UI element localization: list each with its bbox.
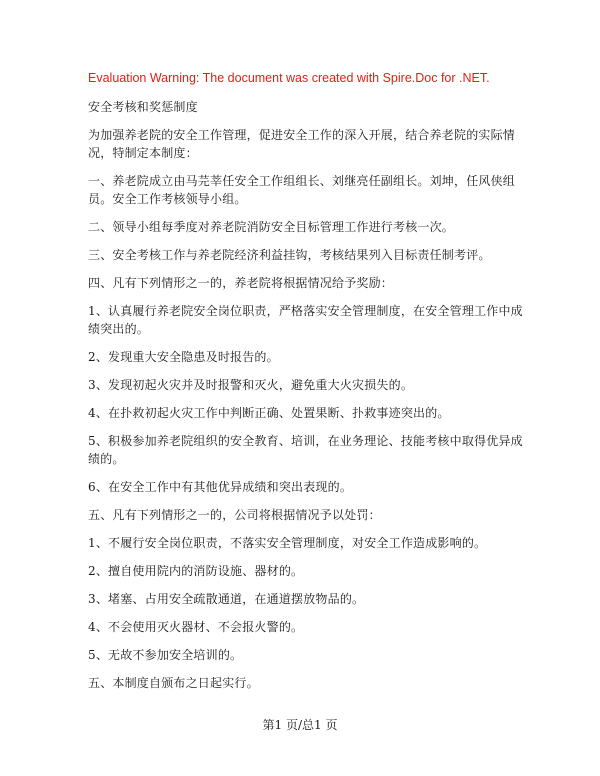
paragraph: 4、在扑救初起火灾工作中判断正确、处置果断、扑救事迹突出的。 (88, 406, 450, 420)
paragraph: 3、发现初起火灾并及时报警和灭火，避免重大火灾损失的。 (88, 378, 414, 392)
paragraph: 五、凡有下列情形之一的，公司将根据情况予以处罚： (88, 508, 381, 522)
paragraph: 二、领导小组每季度对养老院消防安全目标管理工作进行考核一次。 (88, 220, 455, 234)
paragraph-list (88, 126, 528, 692)
paragraph: 1、认真履行养老院安全岗位职责，严格落实安全管理制度，在安全管理工作中成绩突出的。 (88, 304, 523, 336)
paragraph: 四、凡有下列情形之一的，养老院将根据情况给予奖励： (88, 276, 394, 290)
evaluation-warning: Evaluation Warning: The document was created with Spire.Doc for .NET. (88, 71, 490, 85)
paragraph: 为加强养老院的安全工作管理，促进安全工作的深入开展，结合养老院的实际情况，特制定本制度： (88, 128, 516, 160)
paragraph: 5、无故不参加安全培训的。 (88, 648, 243, 662)
paragraph: 三、安全考核工作与养老院经济利益挂钩，考核结果列入目标责任制考评。 (88, 248, 491, 262)
paragraph: 一、养老院成立由马芫莘任安全工作组组长、刘继亮任副组长。刘坤，任风侠组员。安全工作考核领导小组。 (88, 174, 516, 206)
paragraph: 6、在安全工作中有其他优异成绩和突出表现的。 (88, 480, 353, 494)
paragraph: 五、本制度自颁布之日起实行。 (88, 676, 259, 690)
paragraph: 1、不履行安全岗位职责，不落实安全管理制度，对安全工作造成影响的。 (88, 536, 487, 550)
paragraph: 3、堵塞、占用安全疏散通道，在通道摆放物品的。 (88, 592, 365, 606)
document-title: 安全考核和奖惩制度 (88, 100, 198, 114)
paragraph: 5、积极参加养老院组织的安全教育、培训，在业务理论、技能考核中取得优异成绩的。 (88, 434, 523, 466)
paragraph: 2、擅自使用院内的消防设施、器材的。 (88, 564, 304, 578)
paragraph: 2、发现重大安全隐患及时报告的。 (88, 350, 279, 364)
page-footer: 第1 页/总1 页 (262, 718, 338, 732)
document-body (88, 70, 528, 702)
paragraph: 4、不会使用灭火器材、不会报火警的。 (88, 620, 304, 634)
